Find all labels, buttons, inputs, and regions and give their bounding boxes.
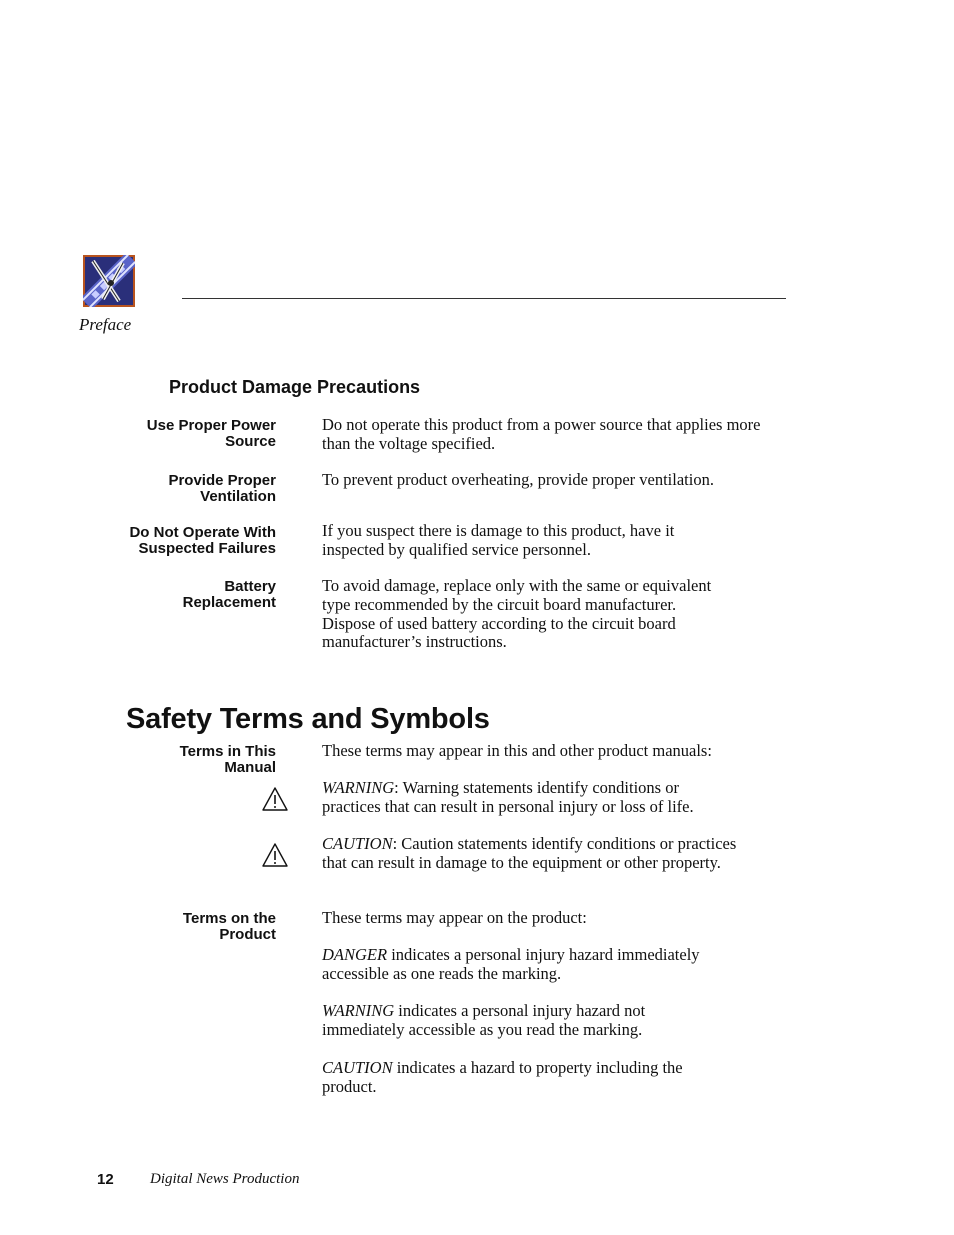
caution-statement: CAUTION: Caution statements identify conditions or practices that can result in damage to the equipment or other property. bbox=[322, 834, 737, 872]
term-label: Do Not Operate With Suspected Failures bbox=[129, 524, 276, 557]
product-warning-statement: WARNING indicates a personal injury hazard not immediately accessible as you read the marking. bbox=[322, 1001, 646, 1039]
term-description: To prevent product overheating, provide proper ventilation. bbox=[322, 470, 714, 489]
header-rule bbox=[182, 298, 786, 299]
term-description: These terms may appear in this and other product manuals: bbox=[322, 741, 712, 760]
term-label: Terms on the Product bbox=[182, 910, 276, 943]
product-caution-statement: CAUTION indicates a hazard to property including the product. bbox=[322, 1058, 683, 1096]
term-description: If you suspect there is damage to this product, have it inspected by qualified service personnel. bbox=[322, 521, 675, 559]
term-label: Provide Proper Ventilation bbox=[168, 472, 276, 505]
book-title: Digital News Production bbox=[150, 1171, 300, 1187]
term-label: Battery Replacement bbox=[182, 578, 276, 611]
term-description: These terms may appear on the product: bbox=[322, 908, 587, 927]
term-description: Do not operate this product from a power source that applies more than the voltage specified. bbox=[322, 415, 761, 453]
page-number: 12 bbox=[97, 1171, 114, 1188]
term-label: Terms in This Manual bbox=[179, 743, 276, 776]
danger-statement: DANGER indicates a personal injury hazard immediately accessible as one reads the marking. bbox=[322, 945, 700, 983]
section-heading-safety-terms: Safety Terms and Symbols bbox=[126, 703, 490, 735]
section-heading-product-damage: Product Damage Precautions bbox=[169, 377, 421, 397]
warning-triangle-icon bbox=[261, 842, 289, 868]
warning-statement: WARNING: Warning statements identify conditions or practices that can result in personal injury or loss of life. bbox=[322, 778, 694, 816]
chapter-label: Preface bbox=[79, 315, 132, 334]
warning-triangle-icon bbox=[261, 786, 289, 812]
term-description: To avoid damage, replace only with the same or equivalent type recommended by the circuit board manufacturer. Dispose of used battery according to the circuit board manufacturer’s instructions. bbox=[322, 576, 712, 652]
term-label: Use Proper Power Source bbox=[146, 417, 276, 450]
film-scissors-logo-icon bbox=[83, 255, 135, 307]
